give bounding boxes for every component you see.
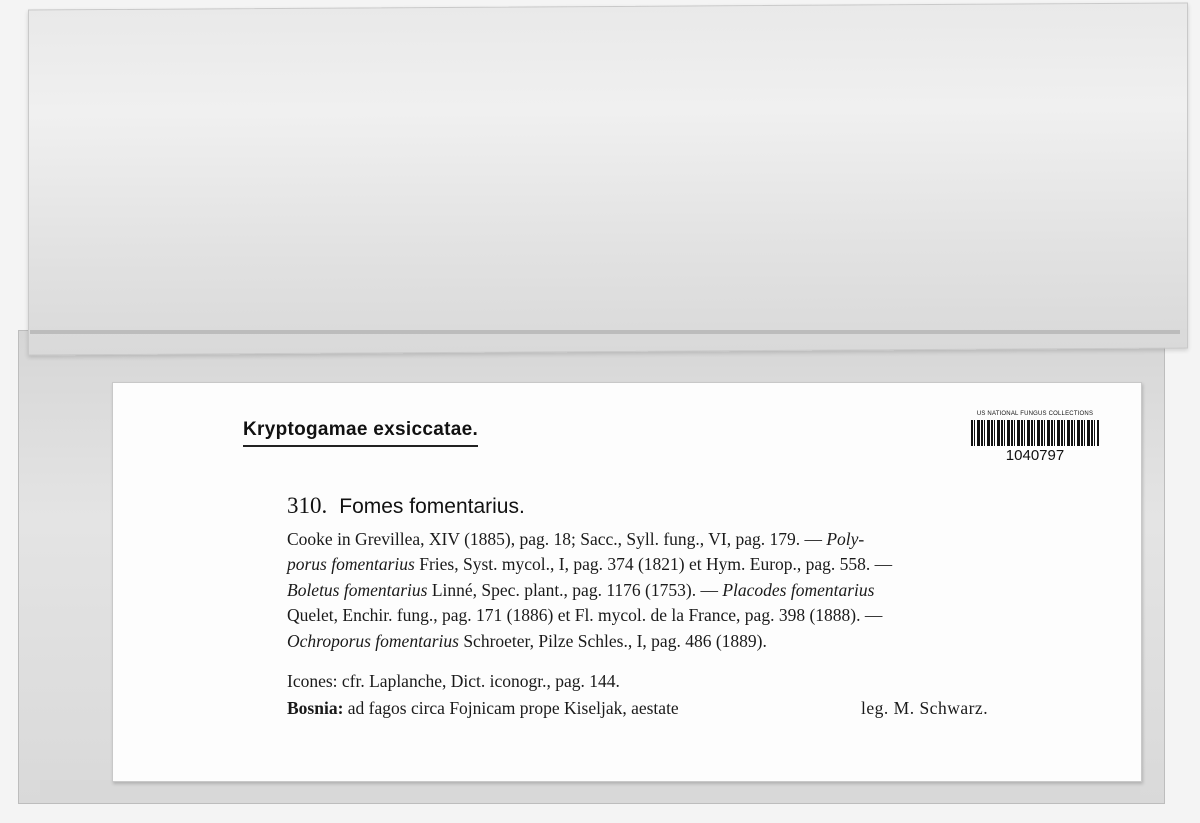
locality-line	[287, 698, 679, 719]
citation-block	[287, 527, 1043, 654]
species-heading	[287, 493, 525, 519]
locality-text: ad fagos circa Fojnicam prope Kiseljak, aestate	[343, 698, 679, 718]
citation-line: porus fomentarius Fries, Syst. mycol., I, pag. 374 (1821) et Hym. Europ., pag. 558. —	[287, 554, 893, 575]
barcode	[967, 411, 1103, 473]
collector: leg. M. Schwarz.	[861, 698, 989, 718]
specimen-label	[112, 382, 1142, 782]
locality-country: Bosnia:	[287, 698, 344, 718]
citation-line: Cooke in Grevillea, XIV (1885), pag. 18; Sacc., Syll. fung., VI, pag. 179. — Poly-	[287, 529, 865, 549]
envelope-bottom-edge	[40, 780, 1140, 800]
barcode-bars	[971, 420, 1099, 446]
citation-line: Ochroporus fomentarius Schroeter, Pilze Schles., I, pag. 486 (1889).	[287, 630, 767, 651]
icones-line: Icones: cfr. Laplanche, Dict. iconogr., pag. 144.	[287, 671, 620, 691]
citation-line: Boletus fomentarius Linné, Spec. plant., pag. 1176 (1753). — Placodes fomentarius	[287, 579, 875, 600]
barcode-number: 1040797	[1005, 447, 1065, 464]
series-title: Kryptogamae exsiccatae.	[243, 419, 478, 447]
envelope-top-flap	[28, 2, 1188, 355]
citation-line: Quelet, Enchir. fung., pag. 171 (1886) et Fl. mycol. de la France, pag. 398 (1888). —	[287, 605, 883, 626]
exsiccata-number: 310.	[287, 493, 328, 518]
flap-fold-shadow	[30, 330, 1180, 334]
species-name: Fomes fomentarius.	[339, 495, 525, 518]
barcode-header: US NATIONAL FUNGUS COLLECTIONS	[976, 411, 1094, 417]
